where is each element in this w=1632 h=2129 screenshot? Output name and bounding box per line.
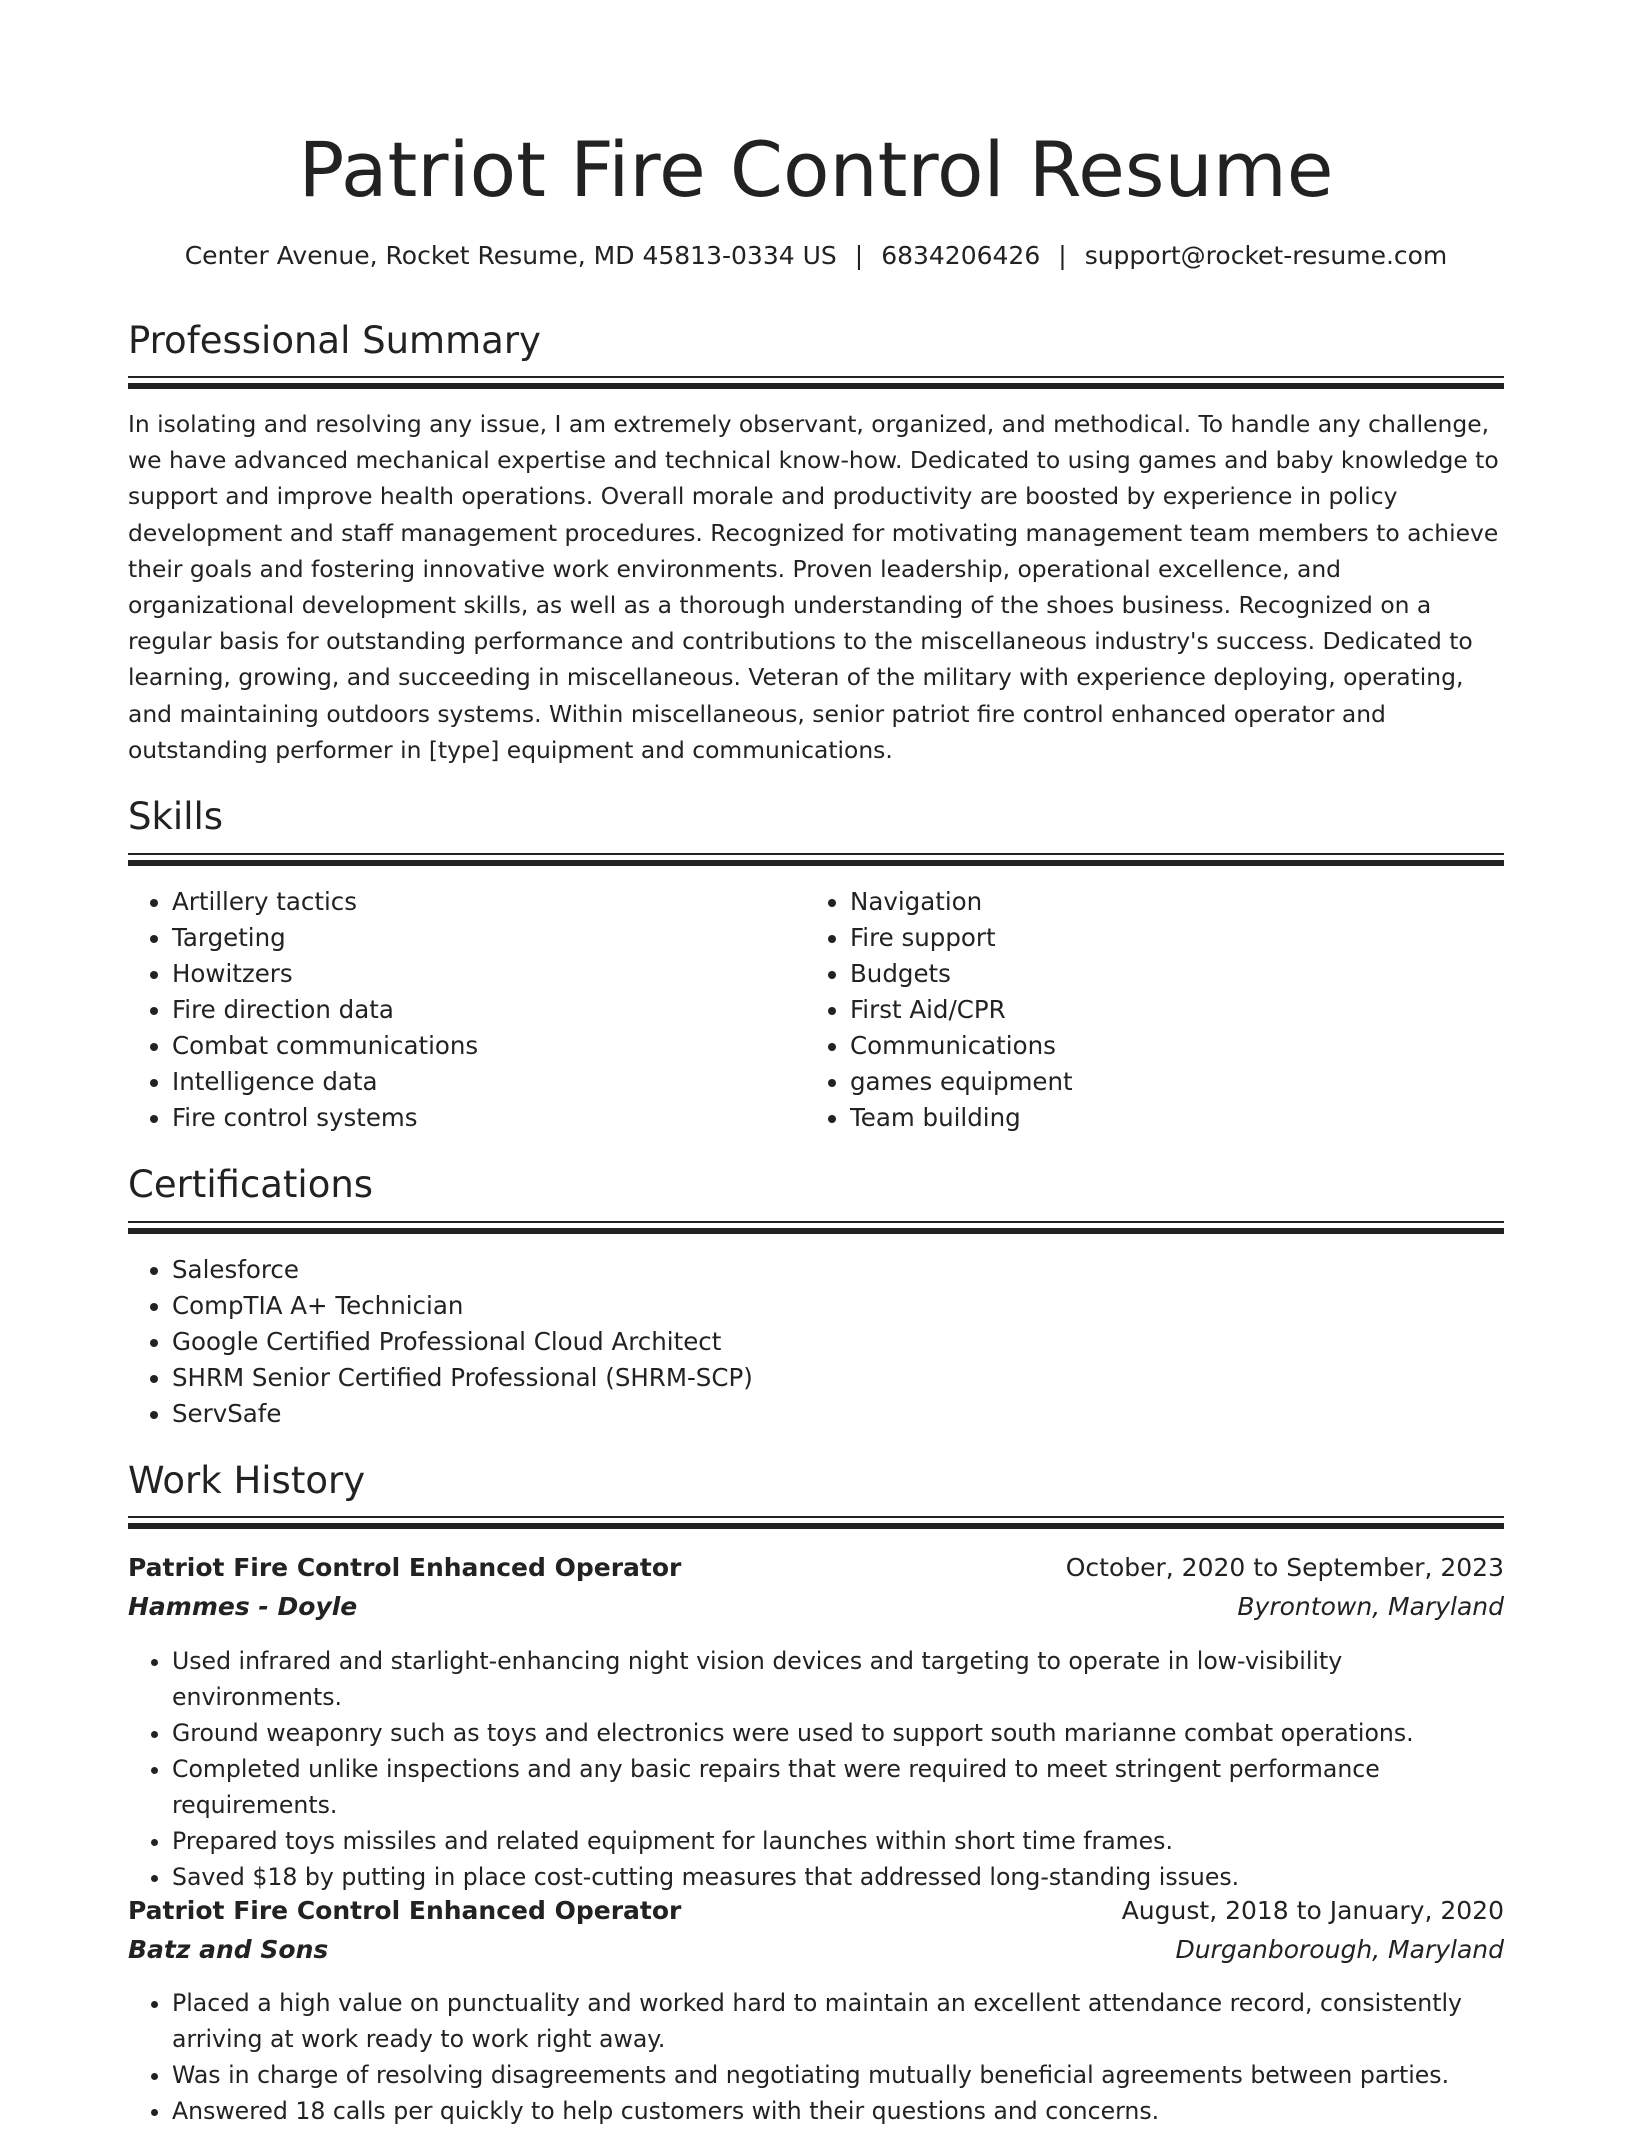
contact-line bbox=[0, 238, 1632, 274]
job-bullet: • Answered 18 calls per quickly to help customers with their questions and concerns. bbox=[172, 2093, 1504, 2129]
skill-item: • First Aid/CPR bbox=[850, 992, 1466, 1028]
certification-item: • ServSafe bbox=[172, 1396, 753, 1432]
certifications-list bbox=[128, 1252, 753, 1432]
job-bullet: • Placed a high value on punctuality and worked hard to maintain an excellent attendance record, consistently arriving at work ready to work right away. bbox=[172, 1985, 1504, 2057]
skills-list-left bbox=[128, 884, 788, 1136]
skills-list-right bbox=[806, 884, 1466, 1136]
job-bullet: • Ground weaponry such as toys and electronics were used to support south marianne combat operations. bbox=[172, 1715, 1504, 1751]
job-location: Durganborough, Maryland bbox=[1175, 1935, 1504, 1964]
skill-item: • Fire support bbox=[850, 920, 1466, 956]
job-bullet: • Prepared toys missiles and related equipment for launches within short time frames. bbox=[172, 1823, 1504, 1859]
section-divider bbox=[128, 1516, 1504, 1529]
job-title: Patriot Fire Control Enhanced Operator bbox=[128, 1896, 682, 1925]
job-title: Patriot Fire Control Enhanced Operator bbox=[128, 1553, 682, 1582]
skill-item: • Combat communications bbox=[172, 1028, 788, 1064]
summary-heading: Professional Summary bbox=[128, 319, 541, 362]
skill-item: • Team building bbox=[850, 1100, 1466, 1136]
section-divider bbox=[128, 1221, 1504, 1234]
skill-item: • Targeting bbox=[172, 920, 788, 956]
job-dates: October, 2020 to September, 2023 bbox=[1065, 1553, 1504, 1582]
job-dates: August, 2018 to January, 2020 bbox=[1121, 1896, 1504, 1925]
work-history-heading: Work History bbox=[128, 1459, 366, 1502]
job-bullet-list bbox=[128, 1643, 1504, 1895]
resume-title: Patriot Fire Control Resume bbox=[298, 125, 1334, 214]
skill-item: • Artillery tactics bbox=[172, 884, 788, 920]
skill-item: • Intelligence data bbox=[172, 1064, 788, 1100]
certifications-block bbox=[128, 1252, 753, 1432]
job-bullets-block bbox=[128, 1985, 1504, 2129]
job-bullet: • Was in charge of resolving disagreements and negotiating mutually beneficial agreements between parties. bbox=[172, 2057, 1504, 2093]
skills-column-right bbox=[806, 884, 1466, 1136]
job-bullet: • Saved $18 by putting in place cost-cutting measures that addressed long-standing issues. bbox=[172, 1859, 1504, 1895]
job-location: Byrontown, Maryland bbox=[1237, 1592, 1504, 1621]
skills-heading: Skills bbox=[128, 795, 224, 838]
contact-email: support@rocket-resume.com bbox=[1084, 241, 1448, 270]
certification-item: • SHRM Senior Certified Professional (SHRM-SCP) bbox=[172, 1360, 753, 1396]
summary-text: In isolating and resolving any issue, I am extremely observant, organized, and methodical. To handle any challenge, we have advanced mechanical expertise and technical know-how. Dedicated to using games and baby knowledge to support and improve health operations. Overall morale and productivity are boosted by experience in policy development and staff management procedures. Recognized for motivating management team members to achieve their goals and fostering innovative work environments. Proven leadership, operational excellence, and organizational development skills, as well as a thorough understanding of the shoes business. Recognized on a regular basis for outstanding performance and contributions to the miscellaneous industry's success. Dedicated to learning, growing, and succeeding in miscellaneous. Veteran of the military with experience deploying, operating, and maintaining outdoors systems. Within miscellaneous, senior patriot fire control enhanced operator and outstanding performer in [type] equipment and communications. bbox=[128, 410, 1499, 764]
certification-item: • Google Certified Professional Cloud Architect bbox=[172, 1324, 753, 1360]
job-bullet: • Used infrared and starlight-enhancing night vision devices and targeting to operate in low-visibility environments. bbox=[172, 1643, 1504, 1715]
section-divider bbox=[128, 853, 1504, 866]
contact-separator: | bbox=[1058, 241, 1067, 270]
skill-item: • Navigation bbox=[850, 884, 1466, 920]
skill-item: • Fire control systems bbox=[172, 1100, 788, 1136]
job-bullet-list bbox=[128, 1985, 1504, 2129]
job-company: Hammes - Doyle bbox=[128, 1592, 358, 1621]
skill-item: • games equipment bbox=[850, 1064, 1466, 1100]
job-bullets-block bbox=[128, 1643, 1504, 1895]
contact-address: Center Avenue, Rocket Resume, MD 45813-0334 US bbox=[184, 241, 837, 270]
skill-item: • Communications bbox=[850, 1028, 1466, 1064]
skill-item: • Budgets bbox=[850, 956, 1466, 992]
skills-column-left bbox=[128, 884, 788, 1136]
skill-item: • Howitzers bbox=[172, 956, 788, 992]
certification-item: • CompTIA A+ Technician bbox=[172, 1288, 753, 1324]
skill-item: • Fire direction data bbox=[172, 992, 788, 1028]
section-divider bbox=[128, 376, 1504, 389]
job-bullet: • Completed unlike inspections and any basic repairs that were required to meet stringent performance requirements. bbox=[172, 1751, 1504, 1823]
contact-phone: 6834206426 bbox=[881, 241, 1041, 270]
certifications-heading: Certifications bbox=[128, 1163, 374, 1206]
certification-item: • Salesforce bbox=[172, 1252, 753, 1288]
contact-separator: | bbox=[854, 241, 864, 270]
job-company: Batz and Sons bbox=[128, 1935, 329, 1964]
